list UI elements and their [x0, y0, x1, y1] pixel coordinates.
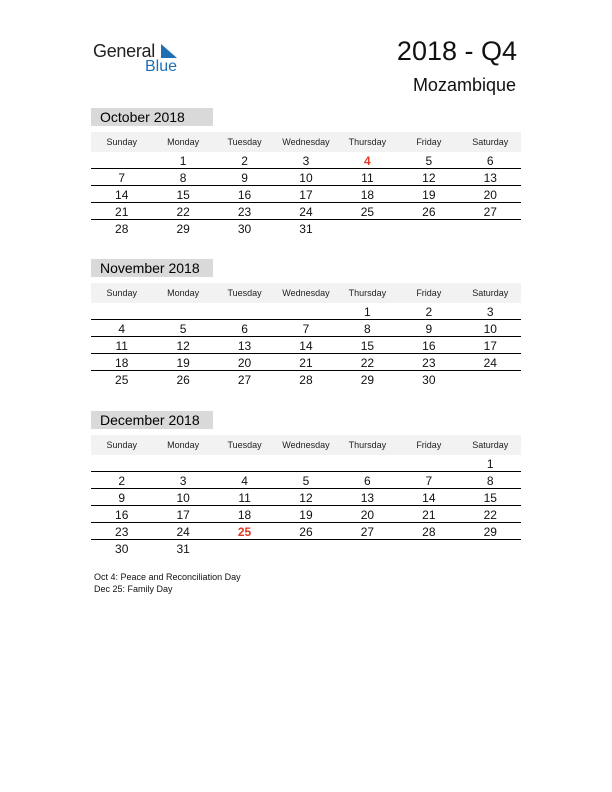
- week-row: [91, 540, 521, 556]
- week-row: [91, 303, 521, 320]
- logo-text-general: General: [93, 41, 155, 61]
- day-cell: 20: [360, 508, 375, 522]
- weekday-label: Thursday: [348, 440, 387, 450]
- day-cell: 24: [483, 356, 497, 370]
- holiday-note: Oct 4: Peace and Reconciliation Day: [94, 572, 241, 582]
- day-cell: 27: [483, 205, 497, 219]
- weekday-label: Thursday: [348, 137, 387, 147]
- weekday-label: Tuesday: [227, 440, 262, 450]
- day-cell: 8: [364, 322, 371, 336]
- week-row: [91, 371, 521, 387]
- weekday-label: Tuesday: [227, 137, 262, 147]
- weekday-label: Wednesday: [282, 288, 330, 298]
- day-cell: 10: [299, 171, 313, 185]
- page-title: 2018 - Q4: [396, 36, 517, 66]
- day-cell: 4: [118, 322, 126, 336]
- day-cell: 4: [364, 154, 371, 168]
- day-cell: 30: [237, 222, 252, 236]
- day-cell: 5: [179, 322, 187, 336]
- week-row: [91, 337, 521, 354]
- day-cell: 14: [299, 339, 313, 353]
- day-cell: 14: [115, 188, 129, 202]
- weekday-label: Sunday: [106, 440, 137, 450]
- weekday-header: [91, 132, 521, 152]
- week-row: [91, 169, 521, 186]
- day-cell: 22: [360, 356, 375, 370]
- logo-flag-icon: [161, 44, 177, 58]
- month-december: [91, 411, 521, 556]
- day-cell: 2: [118, 474, 126, 488]
- day-cell: 7: [302, 322, 310, 336]
- day-cell: 29: [360, 373, 375, 387]
- weekday-label: Saturday: [472, 440, 509, 450]
- month-label: December 2018: [91, 411, 213, 429]
- holiday-note: Dec 25: Family Day: [94, 584, 173, 594]
- holiday-notes: [94, 571, 241, 595]
- day-cell: 12: [299, 491, 313, 505]
- day-cell: 26: [299, 525, 313, 539]
- day-cell: 28: [422, 525, 436, 539]
- day-cell: 20: [237, 356, 252, 370]
- month-label: October 2018: [91, 108, 213, 126]
- day-cell: 31: [299, 222, 313, 236]
- day-cell: 17: [299, 188, 313, 202]
- day-cell: 30: [115, 542, 129, 556]
- weekday-label: Sunday: [106, 288, 137, 298]
- day-cell: 19: [176, 356, 190, 370]
- day-cell: 24: [299, 205, 313, 219]
- day-cell: 5: [425, 154, 433, 168]
- day-cell: 13: [483, 171, 497, 185]
- weekday-header: [91, 435, 521, 455]
- day-cell: 27: [237, 373, 252, 387]
- week-row: [91, 152, 521, 169]
- day-cell: 18: [115, 356, 129, 370]
- day-cell: 9: [118, 491, 126, 505]
- day-cell: 3: [179, 474, 187, 488]
- day-cell: 24: [176, 525, 190, 539]
- day-cell: 21: [115, 205, 129, 219]
- weekday-label: Monday: [167, 440, 200, 450]
- week-row: [91, 523, 521, 540]
- day-cell: 5: [302, 474, 310, 488]
- day-cell: 11: [361, 171, 374, 185]
- day-cell: 23: [115, 525, 129, 539]
- day-cell: 16: [422, 339, 436, 353]
- day-cell: 31: [176, 542, 190, 556]
- month-november: [91, 259, 521, 387]
- day-cell: 16: [237, 188, 252, 202]
- day-cell: 23: [237, 205, 252, 219]
- weekday-label: Saturday: [472, 137, 509, 147]
- country-name: Mozambique: [412, 75, 516, 95]
- day-cell: 1: [364, 305, 371, 319]
- day-cell: 2: [241, 154, 248, 168]
- day-cell: 6: [486, 154, 494, 168]
- day-cell: 1: [486, 457, 494, 471]
- day-cell: 26: [422, 205, 436, 219]
- day-cell: 21: [422, 508, 436, 522]
- day-cell: 4: [241, 474, 248, 488]
- day-cell: 15: [176, 188, 190, 202]
- day-cell: 11: [238, 491, 251, 505]
- day-cell: 18: [237, 508, 252, 522]
- week-row: [91, 220, 521, 236]
- weekday-label: Thursday: [348, 288, 387, 298]
- day-cell: 8: [179, 171, 187, 185]
- weekday-label: Wednesday: [282, 440, 330, 450]
- day-cell: 3: [486, 305, 494, 319]
- day-cell: 22: [483, 508, 497, 522]
- weekday-label: Monday: [167, 137, 200, 147]
- day-cell: 22: [176, 205, 190, 219]
- day-cell: 13: [237, 339, 252, 353]
- month-october: [91, 108, 521, 236]
- day-cell: 19: [422, 188, 436, 202]
- day-cell: 12: [176, 339, 190, 353]
- weekday-label: Wednesday: [282, 137, 330, 147]
- logo: [93, 40, 193, 80]
- calendar-grid: [91, 283, 521, 387]
- day-cell: 17: [176, 508, 190, 522]
- day-cell: 9: [425, 322, 433, 336]
- day-cell: 9: [241, 171, 248, 185]
- day-cell: 13: [360, 491, 375, 505]
- day-cell: 30: [422, 373, 436, 387]
- day-cell: 10: [176, 491, 190, 505]
- day-cell: 10: [483, 322, 497, 336]
- weekday-label: Friday: [416, 137, 442, 147]
- weekday-label: Friday: [416, 288, 442, 298]
- day-cell: 15: [483, 491, 497, 505]
- week-row: [91, 203, 521, 220]
- day-cell: 7: [118, 171, 126, 185]
- day-cell: 17: [483, 339, 497, 353]
- week-row: [91, 320, 521, 337]
- day-cell: 8: [486, 474, 494, 488]
- day-cell: 21: [299, 356, 313, 370]
- day-cell: 28: [115, 222, 129, 236]
- day-cell: 20: [483, 188, 497, 202]
- weekday-label: Monday: [167, 288, 200, 298]
- day-cell: 7: [425, 474, 433, 488]
- logo-text-blue: Blue: [145, 58, 178, 75]
- day-cell: 3: [302, 154, 310, 168]
- day-cell: 26: [176, 373, 190, 387]
- day-cell: 6: [364, 474, 371, 488]
- day-cell: 23: [422, 356, 436, 370]
- day-cell: 15: [360, 339, 375, 353]
- day-cell: 14: [422, 491, 436, 505]
- day-cell: 27: [360, 525, 375, 539]
- day-cell: 6: [241, 322, 248, 336]
- week-row: [91, 472, 521, 489]
- day-cell: 2: [425, 305, 433, 319]
- day-cell: 12: [422, 171, 436, 185]
- week-row: [91, 186, 521, 203]
- day-cell: 28: [299, 373, 313, 387]
- week-row: [91, 489, 521, 506]
- month-label: November 2018: [91, 259, 213, 277]
- weekday-label: Saturday: [472, 288, 509, 298]
- day-cell: 29: [483, 525, 497, 539]
- day-cell: 25: [360, 205, 375, 219]
- weekday-label: Sunday: [106, 137, 137, 147]
- weekday-header: [91, 283, 521, 303]
- calendar-grid: [91, 132, 521, 236]
- day-cell: 18: [360, 188, 375, 202]
- day-cell: 1: [179, 154, 187, 168]
- day-cell: 16: [115, 508, 129, 522]
- day-cell: 11: [115, 339, 128, 353]
- day-cell: 25: [115, 373, 129, 387]
- day-cell: 25: [237, 525, 252, 539]
- week-row: [91, 455, 521, 472]
- week-row: [91, 354, 521, 371]
- calendar-grid: [91, 435, 521, 556]
- day-cell: 29: [176, 222, 190, 236]
- weekday-label: Friday: [416, 440, 442, 450]
- week-row: [91, 506, 521, 523]
- weekday-label: Tuesday: [227, 288, 262, 298]
- day-cell: 19: [299, 508, 313, 522]
